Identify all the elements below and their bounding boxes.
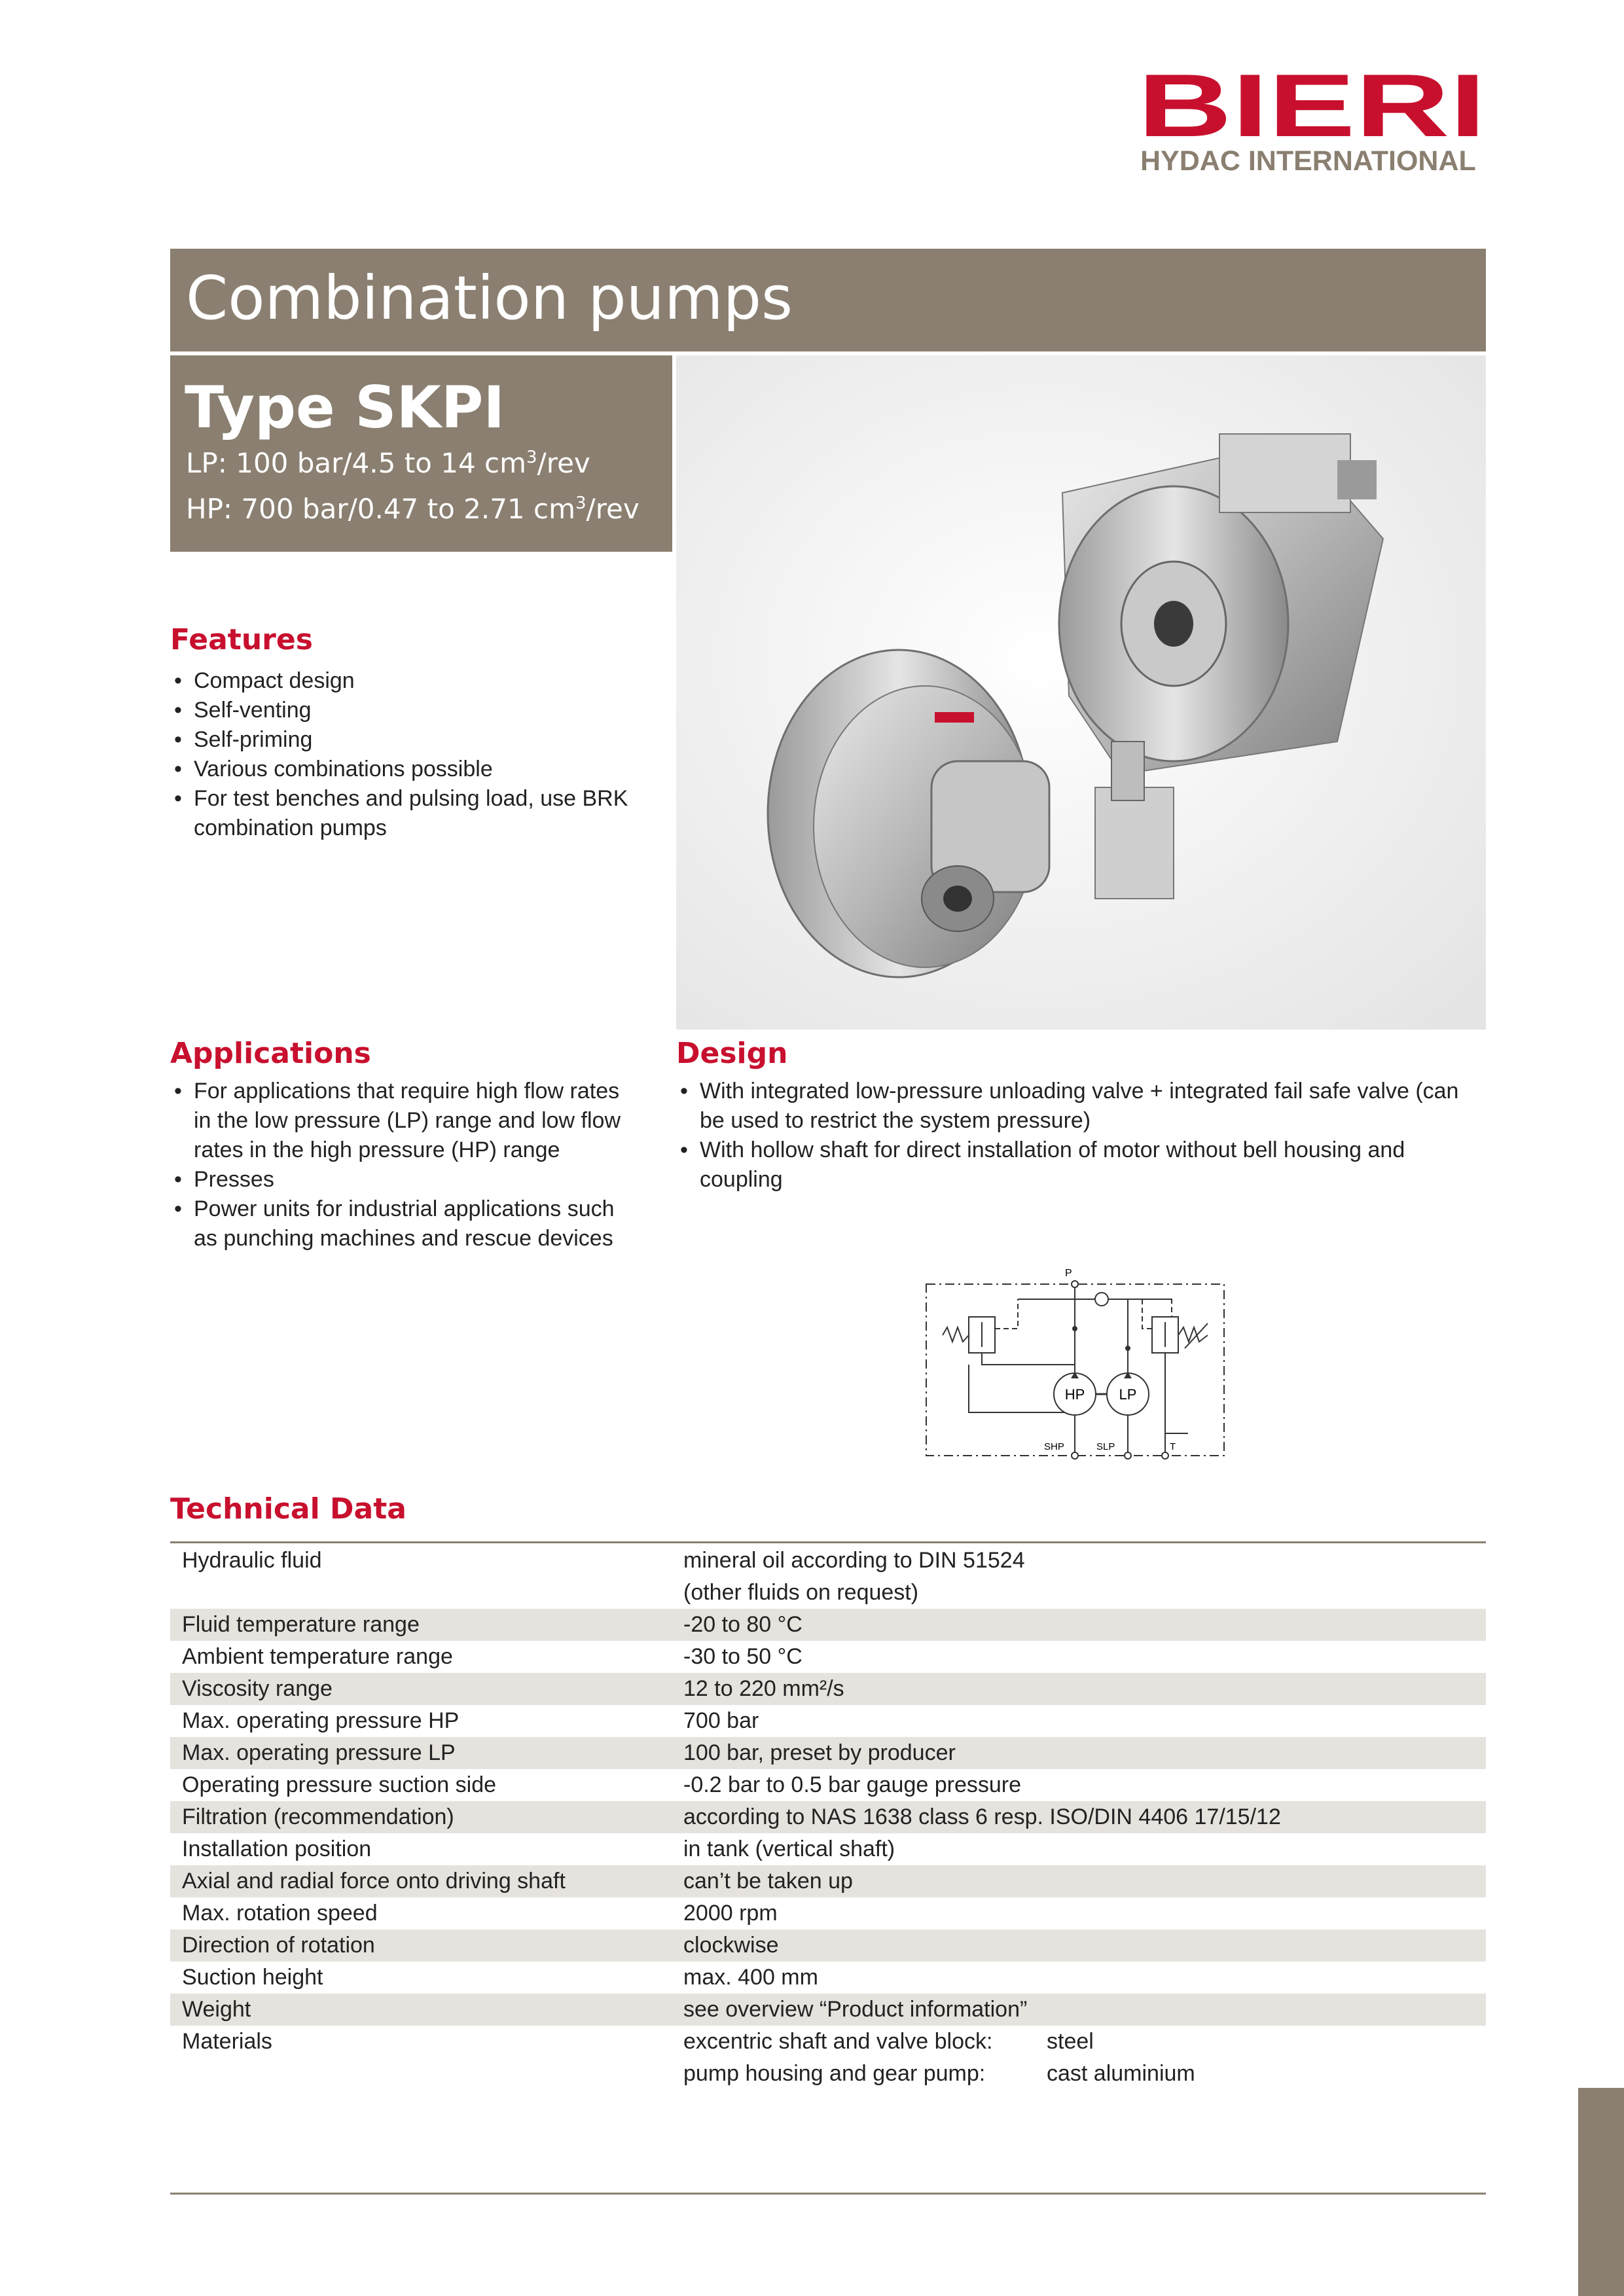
table-row — [170, 1833, 1486, 1865]
table-row — [170, 1801, 1486, 1833]
type-box — [170, 355, 672, 552]
bieri-logo — [1138, 71, 1486, 140]
row-value-line: mineral oil according to DIN 51524 — [683, 1548, 1025, 1573]
applications-heading: Applications — [170, 1037, 371, 1070]
row-value — [672, 2026, 1486, 2090]
pump-hp-label: HP — [1064, 1386, 1085, 1403]
port-t-label: T — [1170, 1441, 1176, 1452]
material-line — [683, 2058, 1474, 2090]
list-item: • Self-priming — [171, 725, 630, 755]
port-slp-label: SLP — [1096, 1441, 1115, 1452]
pump-lp-label: LP — [1119, 1386, 1137, 1403]
list-item: • For applications that require high flow rates in the low pressure (LP) range and low flow rates in the high pressure (HP) range — [171, 1077, 636, 1165]
list-item: • Power units for industrial applications such as punching machines and rescue devices — [171, 1194, 636, 1253]
lp-exponent: 3 — [526, 448, 537, 467]
row-label: Hydraulic fluid — [182, 1548, 322, 1573]
row-label: Suction height — [182, 1965, 323, 1990]
row-value: 2000 rpm — [683, 1901, 778, 1926]
table-row — [170, 1641, 1486, 1673]
material-value: cast aluminium — [1047, 2061, 1195, 2086]
lp-spec-unit: /rev — [537, 447, 590, 479]
row-value: see overview “Product information” — [672, 1994, 1486, 2026]
material-part: pump housing and gear pump: — [683, 2061, 986, 2086]
row-value: 700 bar — [683, 1708, 759, 1733]
logo-subtitle: HYDAC INTERNATIONAL — [1140, 145, 1476, 177]
table-row — [170, 1541, 1486, 1609]
design-heading: Design — [676, 1037, 788, 1070]
row-label: Direction of rotation — [170, 1929, 672, 1962]
row-value: according to NAS 1638 class 6 resp. ISO/DIN 4406 17/15/12 — [672, 1801, 1486, 1833]
table-row — [170, 1673, 1486, 1705]
row-value: max. 400 mm — [683, 1965, 818, 1990]
hp-spec-unit: /rev — [586, 493, 640, 525]
list-item: • With integrated low-pressure unloading valve + integrated fail safe valve (can be used to restrict the system pressure) — [677, 1077, 1483, 1136]
material-part: excentric shaft and valve block: — [683, 2029, 993, 2054]
hp-exponent: 3 — [575, 493, 586, 513]
list-item: • Self-venting — [171, 696, 630, 725]
title-band — [170, 249, 1486, 351]
row-value: -0.2 bar to 0.5 bar gauge pressure — [683, 1772, 1021, 1797]
hp-spec — [186, 493, 640, 525]
material-value: steel — [1047, 2029, 1094, 2054]
page-edge-tab — [1578, 2088, 1624, 2296]
material-line — [683, 2026, 1474, 2058]
row-label: Installation position — [182, 1837, 372, 1861]
table-row — [170, 1962, 1486, 1994]
row-value: -30 to 50 °C — [683, 1644, 803, 1669]
row-value: 12 to 220 mm²/s — [672, 1673, 1486, 1705]
table-row — [170, 1865, 1486, 1897]
features-heading: Features — [170, 623, 313, 656]
technical-data-table — [170, 1541, 1486, 2090]
technical-heading: Technical Data — [170, 1492, 406, 1526]
table-bottom-rule — [170, 2193, 1486, 2195]
page-title: Combination pumps — [186, 263, 793, 333]
row-value: 100 bar, preset by producer — [672, 1737, 1486, 1769]
hp-spec-text: HP: 700 bar/0.47 to 2.71 cm — [186, 493, 575, 525]
features-list — [171, 666, 630, 843]
row-value — [672, 1541, 1486, 1609]
table-row — [170, 1994, 1486, 2026]
list-item: • Presses — [171, 1165, 636, 1194]
list-item: • With hollow shaft for direct installation of motor without bell housing and coupling — [677, 1136, 1483, 1194]
type-title: Type SKPI — [185, 374, 505, 441]
table-row — [170, 1609, 1486, 1641]
row-label: Weight — [170, 1994, 672, 2026]
row-label: Ambient temperature range — [182, 1644, 453, 1669]
logo-wordmark: BIERI — [1138, 71, 1486, 140]
table-row — [170, 1929, 1486, 1962]
table-row — [170, 1769, 1486, 1801]
list-item: • Various combinations possible — [171, 755, 630, 784]
product-photo — [676, 355, 1486, 1030]
row-label: Filtration (recommendation) — [170, 1801, 672, 1833]
row-value-line: (other fluids on request) — [683, 1580, 919, 1605]
row-label: Viscosity range — [170, 1673, 672, 1705]
list-item: • For test benches and pulsing load, use BRK combination pumps — [171, 784, 630, 843]
table-row — [170, 1897, 1486, 1929]
row-value: can’t be taken up — [672, 1865, 1486, 1897]
table-row — [170, 2026, 1486, 2090]
row-label: Max. operating pressure HP — [182, 1708, 460, 1733]
row-label: Operating pressure suction side — [182, 1772, 497, 1797]
table-row — [170, 1705, 1486, 1737]
row-label: Axial and radial force onto driving shaft — [170, 1865, 672, 1897]
port-p-label: P — [1065, 1268, 1072, 1279]
row-label: Max. rotation speed — [182, 1901, 378, 1926]
lp-spec — [186, 447, 590, 479]
hydraulic-schematic — [920, 1263, 1231, 1463]
row-label: Max. operating pressure LP — [170, 1737, 672, 1769]
row-value: -20 to 80 °C — [672, 1609, 1486, 1641]
lp-spec-text: LP: 100 bar/4.5 to 14 cm — [186, 447, 527, 479]
row-label: Materials — [182, 2029, 272, 2054]
row-label: Fluid temperature range — [170, 1609, 672, 1641]
applications-list — [171, 1077, 636, 1253]
table-row — [170, 1737, 1486, 1769]
port-shp-label: SHP — [1044, 1441, 1064, 1452]
list-item: • Compact design — [171, 666, 630, 696]
row-value: in tank (vertical shaft) — [683, 1837, 895, 1861]
row-value: clockwise — [672, 1929, 1486, 1962]
design-list — [677, 1077, 1483, 1194]
